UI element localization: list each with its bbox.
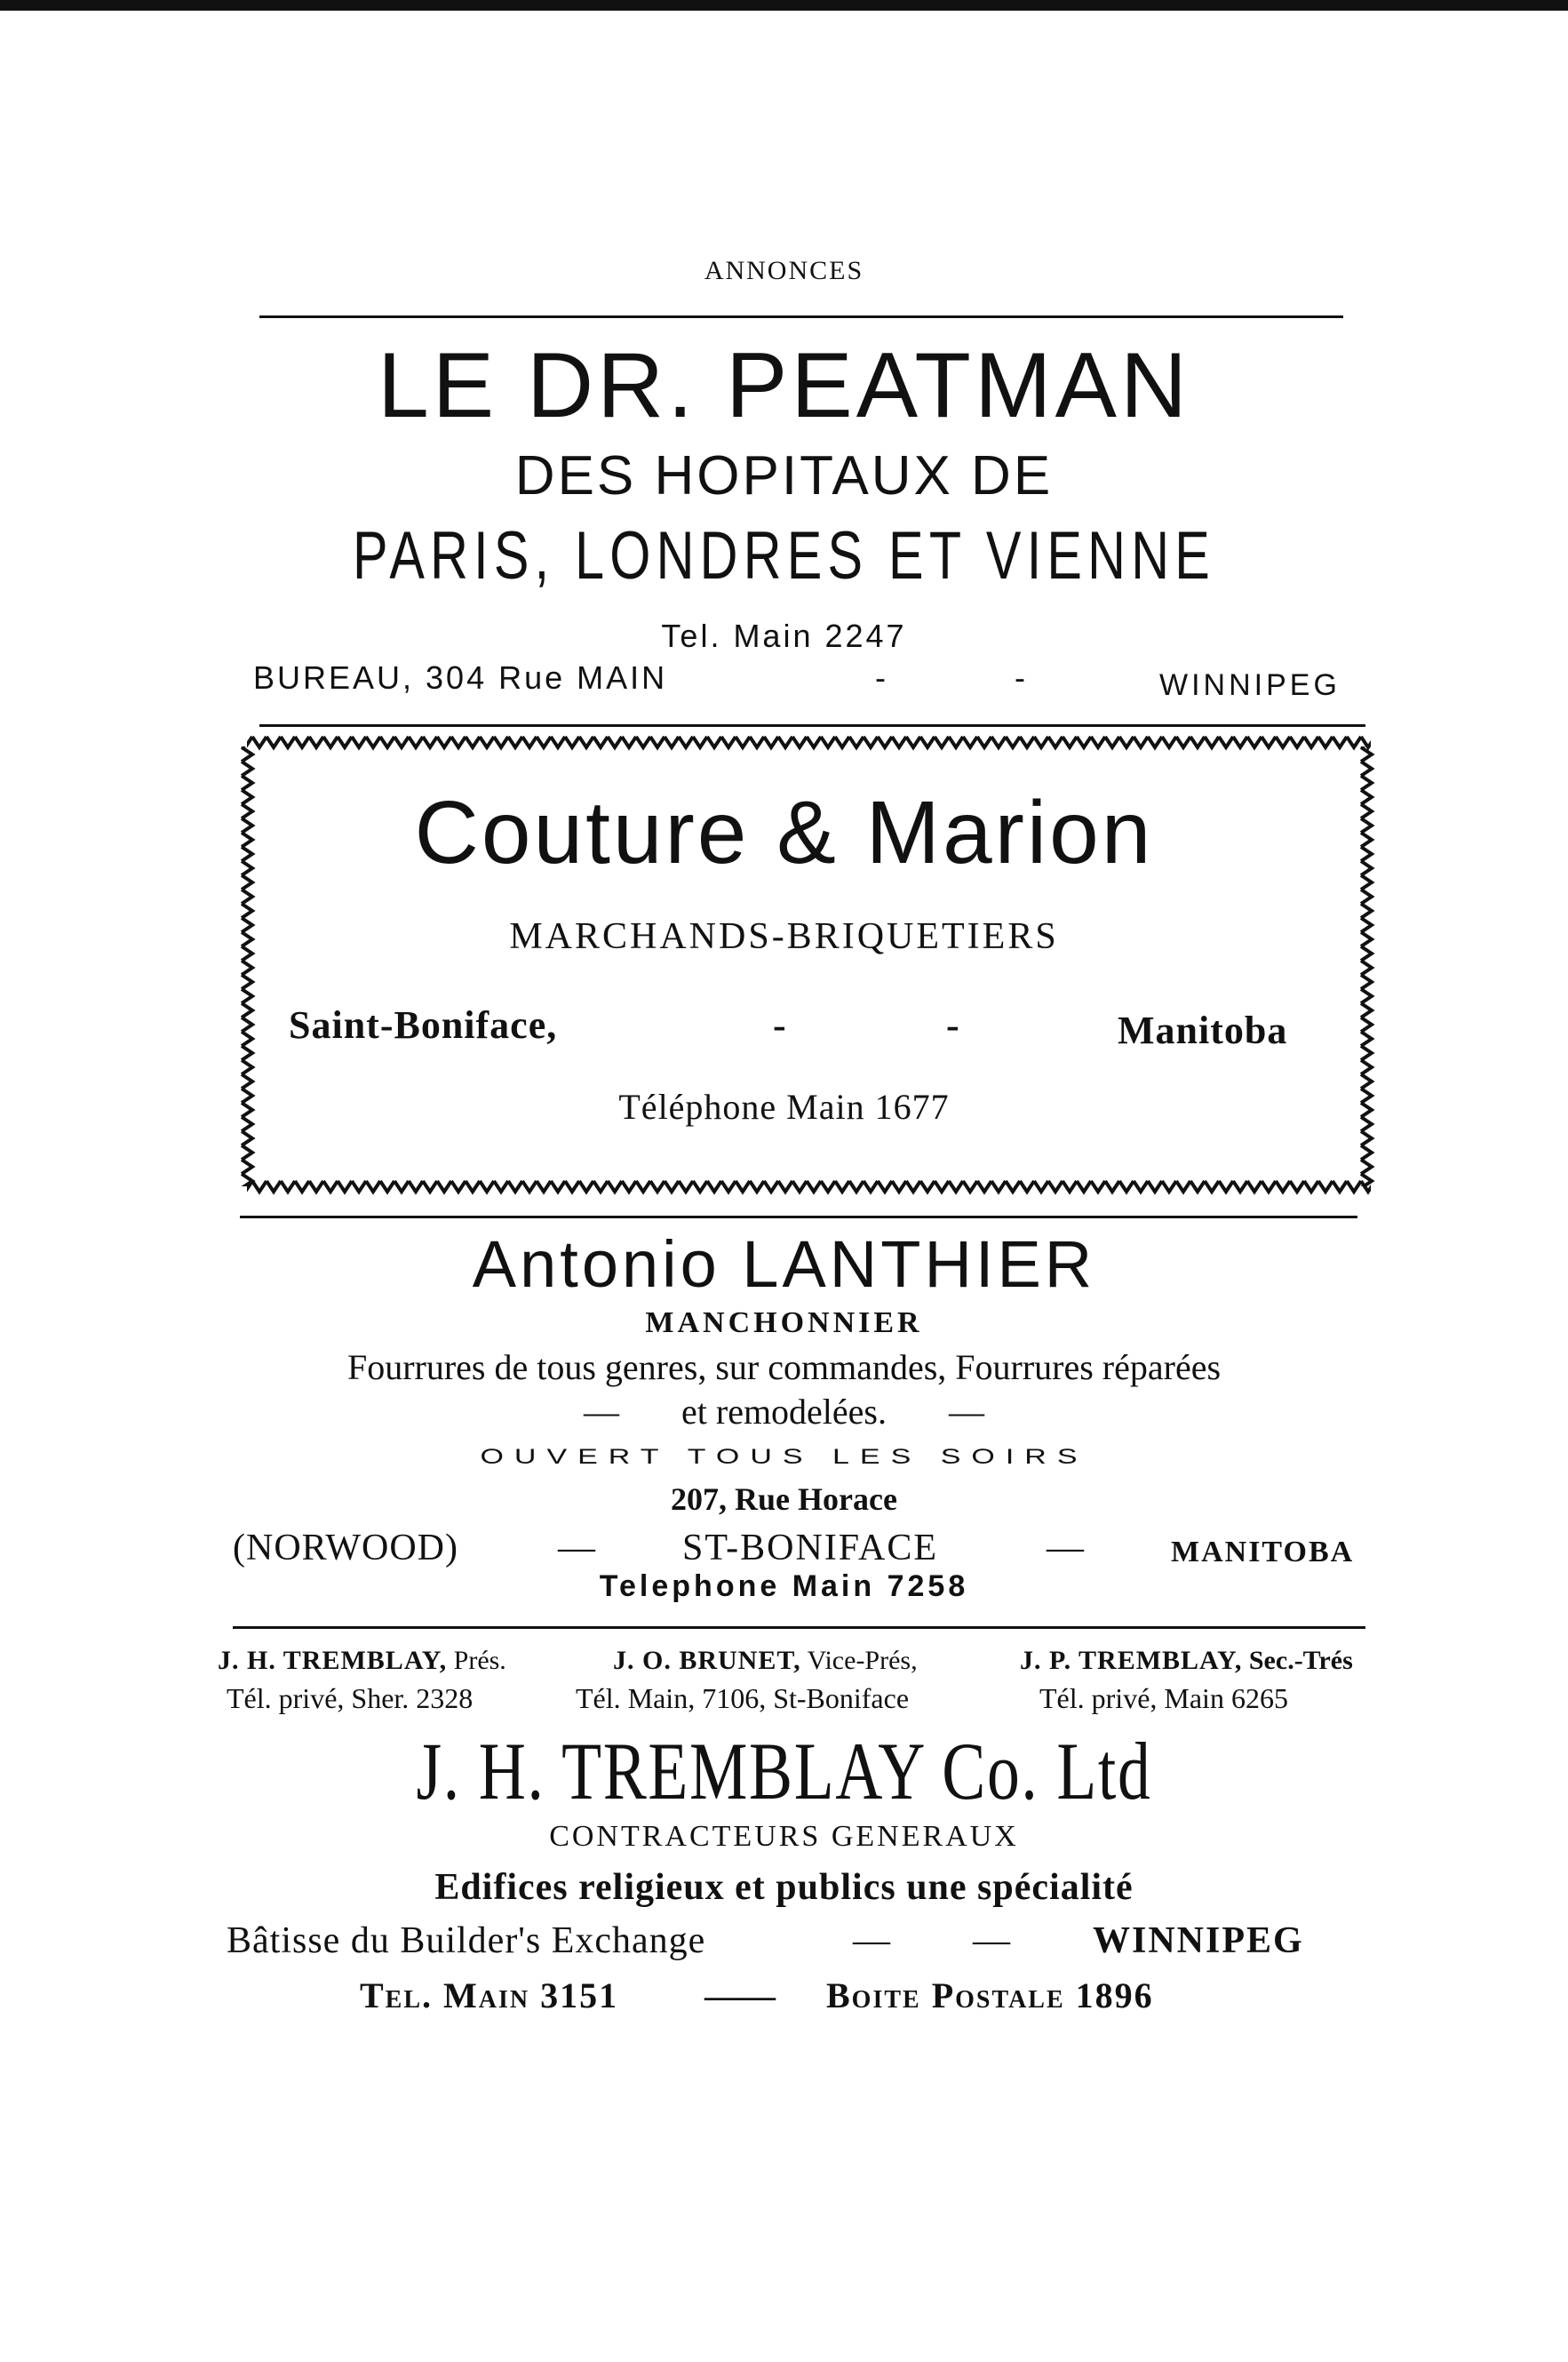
lanthier-phone: Telephone Main 7258 [599, 1569, 969, 1603]
divider [240, 1216, 1357, 1218]
tremblay-trade: CONTRACTEURS GENERAUX [549, 1820, 1019, 1853]
lanthier-services-cont: — et remodelées. — [584, 1392, 984, 1432]
peatman-dash: - [1015, 659, 1025, 696]
tremblay-po-box: Boite Postale 1896 [826, 1975, 1154, 2015]
couture-dash: - [946, 1003, 959, 1047]
couture-name: Couture & Marion [414, 783, 1154, 882]
couture-town: Saint-Boniface, [289, 1003, 558, 1047]
tremblay-company-row [0, 1724, 1568, 1822]
officer-phone: Tél. Main, 7106, St-Boniface [576, 1682, 910, 1714]
lanthier-hours-row [0, 1440, 1568, 1484]
officer-title: Sec.-Trés [1248, 1646, 1353, 1675]
tremblay-dash: — [973, 1920, 1010, 1961]
officer-name: J. O. BRUNET, [613, 1646, 801, 1675]
peatman-address: BUREAU, 304 Rue MAIN [253, 659, 668, 696]
tremblay-separator: —— [704, 1975, 776, 2015]
officer-vice-president [613, 1646, 918, 1676]
lanthier-trade: MANCHONNIER [645, 1306, 923, 1339]
couture-dash: - [773, 1003, 786, 1047]
officer-name: J. H. TREMBLAY, [218, 1646, 448, 1675]
section-title: ANNONCES [704, 256, 864, 285]
tremblay-building: Bâtisse du Builder's Exchange [227, 1920, 706, 1961]
divider [233, 1626, 1365, 1629]
officer-phone: Tél. privé, Sher. 2328 [227, 1682, 474, 1714]
lanthier-district: (NORWOOD) [233, 1528, 458, 1568]
peatman-city: WINNIPEG [1159, 668, 1341, 702]
couture-province: Manitoba [1118, 1009, 1288, 1052]
peatman-name: LE DR. PEATMAN [377, 334, 1191, 437]
lanthier-province: MANITOBA [1171, 1536, 1355, 1568]
lanthier-dash: — [1047, 1528, 1084, 1568]
lanthier-address: 207, Rue Horace [671, 1481, 897, 1517]
officer-phone: Tél. privé, Main 6265 [1039, 1682, 1288, 1714]
peatman-tel: Tel. Main 2247 [661, 618, 907, 654]
couture-trade: MARCHANDS-BRIQUETIERS [509, 916, 1059, 957]
lanthier-services: Fourrures de tous genres, sur commandes, Fourrures réparées [346, 1347, 1222, 1387]
officer-secretary [1020, 1646, 1353, 1676]
lanthier-hours: OUVERT TOUS LES SOIRS [480, 1444, 1088, 1469]
officer-title: Vice-Prés, [807, 1646, 918, 1675]
tremblay-dash: — [853, 1920, 890, 1961]
lanthier-dash: — [558, 1528, 595, 1568]
couture-phone: Téléphone Main 1677 [618, 1087, 950, 1127]
officer-name: J. P. TREMBLAY, [1020, 1646, 1243, 1675]
peatman-cities: PARIS, LONDRES ET VIENNE [352, 518, 1216, 594]
page-top-edge [0, 0, 1568, 11]
officer-title: Prés. [453, 1646, 506, 1675]
tremblay-city: WINNIPEG [1093, 1920, 1304, 1961]
peatman-dash: - [875, 659, 886, 696]
peatman-hospitals: DES HOPITAUX DE [514, 445, 1054, 507]
peatman-cities-row [0, 517, 1568, 606]
tremblay-specialty: Edifices religieux et publics une spécialité [434, 1867, 1134, 1908]
lanthier-town: ST-BONIFACE [682, 1528, 939, 1568]
divider [259, 724, 1365, 727]
tremblay-company: J. H. TREMBLAY Co. Ltd [416, 1726, 1152, 1816]
lanthier-name: Antonio LANTHIER [472, 1227, 1096, 1301]
divider [259, 315, 1343, 318]
tremblay-tel: Tel. Main 3151 [360, 1975, 619, 2015]
officer-president [218, 1646, 506, 1676]
